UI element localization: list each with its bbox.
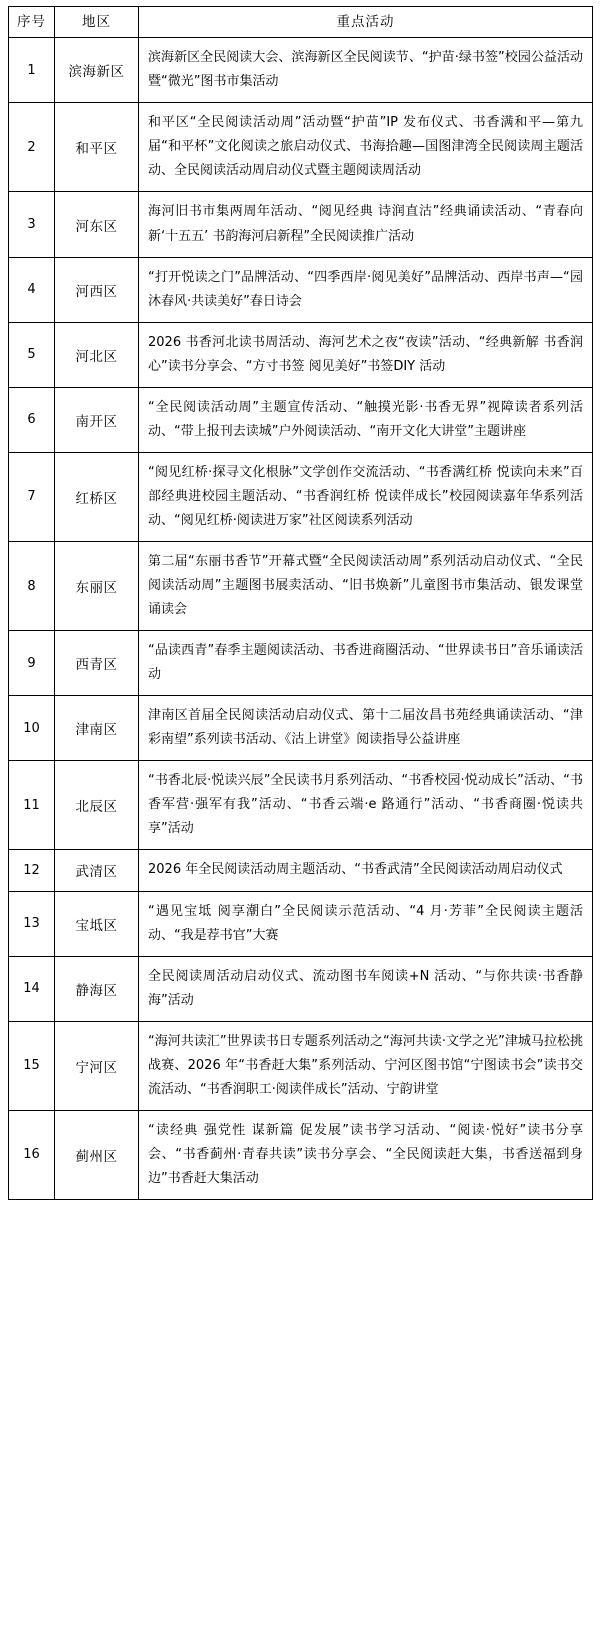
table-row xyxy=(9,103,593,192)
cell-index: 9 xyxy=(9,631,55,696)
cell-activity: “遇见宝坻 阅享潮白”全民阅读示范活动、“4 月·芳菲”全民阅读主题活动、“我是荐书官”大赛 xyxy=(139,891,593,956)
table-row xyxy=(9,891,593,956)
cell-activity: 全民阅读周活动启动仪式、流动图书车阅读+N 活动、“与你共读·书香静海”活动 xyxy=(139,956,593,1021)
cell-activity: “打开悦读之门”品牌活动、“四季西岸·阅见美好”品牌活动、西岸书声—“园沐春风·共读美好”春日诗会 xyxy=(139,257,593,322)
table-row xyxy=(9,850,593,891)
cell-index: 8 xyxy=(9,542,55,631)
cell-index: 6 xyxy=(9,387,55,452)
table-row xyxy=(9,387,593,452)
cell-index: 12 xyxy=(9,850,55,891)
cell-activity: 海河旧书市集两周年活动、“阅见经典 诗润直沽”经典诵读活动、“青春向新‘十五五’ 书韵海河启新程”全民阅读推广活动 xyxy=(139,192,593,257)
cell-index: 7 xyxy=(9,452,55,541)
table-row xyxy=(9,257,593,322)
cell-region: 宝坻区 xyxy=(55,891,139,956)
cell-index: 16 xyxy=(9,1110,55,1199)
cell-activity: 2026 书香河北读书周活动、海河艺术之夜“夜读”活动、“经典新解 书香润心”读书分享会、“方寸书签 阅见美好”书签DIY 活动 xyxy=(139,322,593,387)
table-row xyxy=(9,322,593,387)
cell-activity: “全民阅读活动周”主题宣传活动、“触摸光影·书香无界”视障读者系列活动、“带上报刊去读城”户外阅读活动、“南开文化大讲堂”主题讲座 xyxy=(139,387,593,452)
cell-region: 河东区 xyxy=(55,192,139,257)
table-row xyxy=(9,956,593,1021)
cell-activity: 和平区“全民阅读活动周”活动暨“护苗”IP 发布仪式、书香满和平—第九届“和平杯”文化阅读之旅启动仪式、书海拾趣—国图津湾全民阅读周主题活动、全民阅读活动周启动仪式暨主题阅读周活动 xyxy=(139,103,593,192)
cell-region: 和平区 xyxy=(55,103,139,192)
cell-region: 西青区 xyxy=(55,631,139,696)
table-row xyxy=(9,542,593,631)
table-body xyxy=(9,38,593,1200)
table-row xyxy=(9,1021,593,1110)
cell-activity: 2026 年全民阅读活动周主题活动、“书香武清”全民阅读活动周启动仪式 xyxy=(139,850,593,891)
cell-region: 宁河区 xyxy=(55,1021,139,1110)
header-activity: 重点活动 xyxy=(139,7,593,38)
table-header-row xyxy=(9,7,593,38)
header-region: 地区 xyxy=(55,7,139,38)
cell-index: 3 xyxy=(9,192,55,257)
cell-activity: “书香北辰·悦读兴辰”全民读书月系列活动、“书香校园·悦动成长”活动、“书香军营·强军有我”活动、“书香云端·e 路通行”活动、“书香商圈·悦读共享”活动 xyxy=(139,761,593,850)
cell-activity: 第二届“东丽书香节”开幕式暨“全民阅读活动周”系列活动启动仪式、“全民阅读活动周”主题图书展卖活动、“旧书焕新”儿童图书市集活动、银发课堂诵读会 xyxy=(139,542,593,631)
cell-region: 蓟州区 xyxy=(55,1110,139,1199)
cell-index: 1 xyxy=(9,38,55,103)
cell-region: 静海区 xyxy=(55,956,139,1021)
cell-index: 14 xyxy=(9,956,55,1021)
table-header xyxy=(9,7,593,38)
cell-activity: 滨海新区全民阅读大会、滨海新区全民阅读节、“护苗·绿书签”校园公益活动暨“微光”图书市集活动 xyxy=(139,38,593,103)
table-row xyxy=(9,452,593,541)
activity-table xyxy=(8,6,593,1200)
cell-index: 4 xyxy=(9,257,55,322)
header-index: 序号 xyxy=(9,7,55,38)
cell-region: 南开区 xyxy=(55,387,139,452)
cell-region: 津南区 xyxy=(55,696,139,761)
cell-activity: 津南区首届全民阅读活动启动仪式、第十二届汝昌书苑经典诵读活动、“津彩南望”系列读书活动、《沽上讲堂》阅读指导公益讲座 xyxy=(139,696,593,761)
table-row xyxy=(9,192,593,257)
table-row xyxy=(9,38,593,103)
cell-index: 11 xyxy=(9,761,55,850)
cell-region: 武清区 xyxy=(55,850,139,891)
table-row xyxy=(9,696,593,761)
table-row xyxy=(9,1110,593,1199)
cell-index: 2 xyxy=(9,103,55,192)
cell-region: 东丽区 xyxy=(55,542,139,631)
cell-region: 北辰区 xyxy=(55,761,139,850)
cell-activity: “海河共读汇”世界读书日专题系列活动之“海河共读·文学之光”津城马拉松挑战赛、2026 年“书香赶大集”系列活动、宁河区图书馆“宁图读书会”读书交流活动、“书香润职工·阅读伴成长”活动、宁韵讲堂 xyxy=(139,1021,593,1110)
cell-index: 10 xyxy=(9,696,55,761)
cell-region: 河西区 xyxy=(55,257,139,322)
cell-index: 13 xyxy=(9,891,55,956)
cell-index: 15 xyxy=(9,1021,55,1110)
cell-index: 5 xyxy=(9,322,55,387)
cell-region: 红桥区 xyxy=(55,452,139,541)
cell-region: 滨海新区 xyxy=(55,38,139,103)
table-row xyxy=(9,631,593,696)
cell-activity: “读经典 强党性 谋新篇 促发展”读书学习活动、“阅读·悦好”读书分享会、“书香蓟州·青春共读”读书分享会、“全民阅读赶大集，书香送福到身边”书香赶大集活动 xyxy=(139,1110,593,1199)
cell-activity: “阅见红桥·探寻文化根脉”文学创作交流活动、“书香满红桥 悦读向未来”百部经典进校园主题活动、“书香润红桥 悦读伴成长”校园阅读嘉年华系列活动、“阅见红桥·阅读进万家”社区阅读系列活动 xyxy=(139,452,593,541)
cell-region: 河北区 xyxy=(55,322,139,387)
table-row xyxy=(9,761,593,850)
cell-activity: “品读西青”春季主题阅读活动、书香进商圈活动、“世界读书日”音乐诵读活动 xyxy=(139,631,593,696)
